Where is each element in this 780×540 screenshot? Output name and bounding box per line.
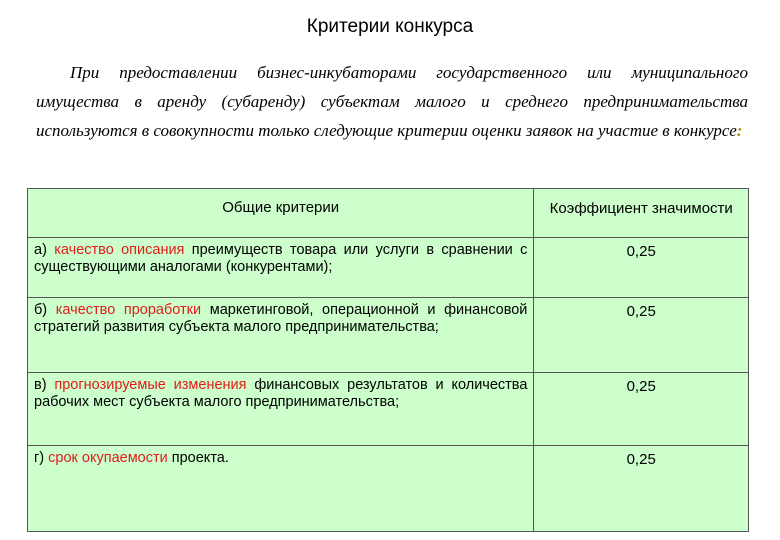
page-title: Критерии конкурса (306, 16, 474, 37)
criterion-prefix: г) (34, 450, 45, 466)
criterion-highlight: качество описания (54, 242, 185, 258)
table-header-row (28, 189, 749, 238)
criterion-prefix: а) (34, 242, 47, 258)
table-row (28, 373, 749, 446)
intro-colon: : (736, 121, 743, 140)
criterion-text: финансовых результатов и количества рабочих мест субъекта малого предпринимательства; (34, 377, 528, 410)
criterion-text: проекта. (171, 450, 229, 466)
criterion-text: преимуществ товара или услуги в сравнении с существующими аналогами (конкурентами); (34, 242, 528, 275)
criterion-cell (28, 298, 534, 373)
table-row (28, 298, 749, 373)
criterion-highlight: качество проработки (55, 302, 202, 318)
criterion-highlight: срок окупаемости (48, 450, 168, 466)
criterion-cell (28, 373, 534, 446)
criteria-table (27, 188, 749, 532)
criterion-prefix: в) (34, 377, 47, 393)
header-coefficient: Коэффициент значимости (534, 189, 749, 238)
table-row (28, 446, 749, 532)
coefficient-cell: 0,25 (534, 446, 749, 532)
header-criteria: Общие критерии (28, 189, 534, 238)
criterion-cell (28, 238, 534, 298)
coefficient-cell: 0,25 (534, 373, 749, 446)
table-row (28, 238, 749, 298)
criterion-highlight: прогнозируемые изменения (54, 377, 247, 393)
criterion-prefix: б) (34, 302, 48, 318)
intro-text: При предоставлении бизнес-инкубаторами государственного или муниципального имущества в аренду (субаренду) субъектам малого и среднего предпринимательства используются в совокупности только следующие критерии оценки заявок на участие в конкурсе (36, 63, 748, 140)
criterion-text: маркетинговой, операционной и финансовой стратегий развития субъекта малого предпринимательства; (34, 302, 528, 335)
coefficient-cell: 0,25 (534, 298, 749, 373)
intro-paragraph (36, 58, 748, 145)
criterion-cell (28, 446, 534, 532)
coefficient-cell: 0,25 (534, 238, 749, 298)
